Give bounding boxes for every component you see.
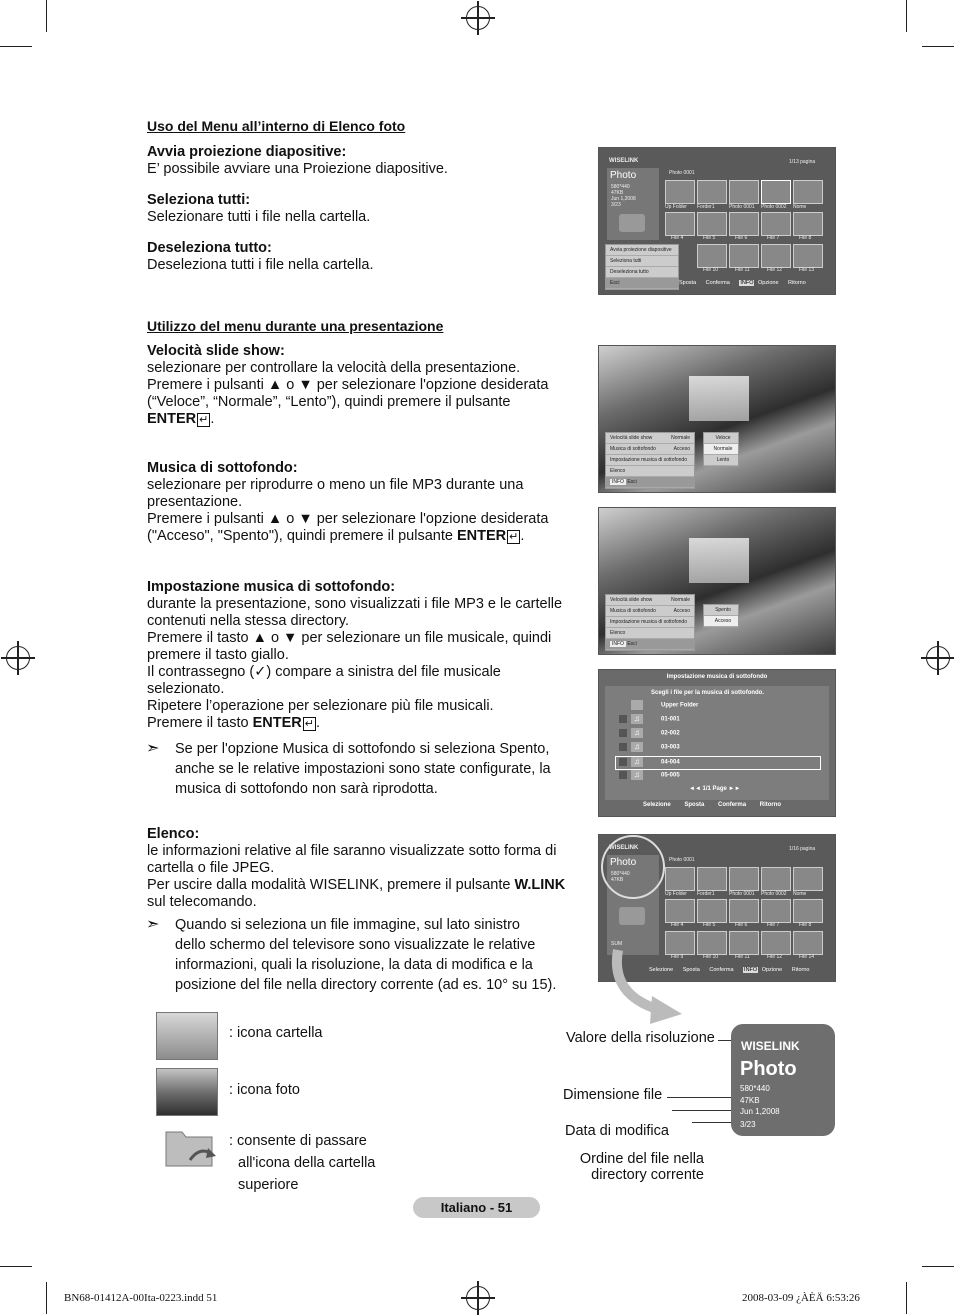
thumb-label: File 11 — [735, 267, 750, 273]
menu-exit-row[interactable] — [606, 639, 694, 650]
list-item-selected[interactable] — [615, 756, 821, 770]
callout-order-label — [576, 1151, 704, 1183]
wiselink-logo: WISELINK — [609, 158, 639, 164]
note-line: Quando si seleziona un file immagine, sul lato sinistro — [175, 917, 520, 933]
camera-icon — [619, 214, 645, 232]
info-panel — [607, 168, 659, 240]
section1-heading: Uso del Menu all’interno di Elenco foto — [147, 118, 406, 134]
screenshot-photo-list-menu — [598, 147, 836, 295]
thumb-label: File 5 — [703, 922, 716, 928]
thumb-folder[interactable] — [665, 867, 695, 891]
screenshot-music-selection — [598, 669, 836, 817]
line: selezionare per riprodurre o meno un file MP3 durante una — [147, 477, 524, 493]
page-label: 1/13 pagina — [789, 159, 816, 165]
thumb-photo[interactable] — [761, 931, 791, 955]
thumb-photo[interactable] — [697, 212, 727, 236]
wiselink-logo: WISELINK — [609, 845, 639, 851]
musica-title: Musica di sottofondo: — [147, 460, 298, 476]
thumb-photo[interactable] — [793, 931, 823, 955]
musica-block — [147, 460, 587, 546]
thumb-folder[interactable] — [697, 180, 727, 204]
thumb-photo[interactable] — [665, 899, 695, 923]
folder-icon-label: : icona cartella — [229, 1025, 323, 1041]
note-line: anche se le relative impostazioni sono state configurate, la — [175, 761, 551, 777]
menu-row-label: Impostazione musica di sottofondo — [610, 619, 687, 625]
dialog-subtitle: Scegli i file per la musica di sottofondo. — [651, 690, 765, 696]
info-pos: 3/23 — [611, 202, 621, 208]
speed-option[interactable]: Lento — [704, 455, 738, 466]
list-item-label: 05-005 — [661, 772, 680, 779]
sum-label: SUM — [611, 941, 623, 947]
thumb-label: File 12 — [767, 954, 783, 960]
thumb-label: File 13 — [799, 267, 815, 273]
music-option[interactable]: Acceso — [704, 616, 738, 627]
item-text: E’ possibile avviare una Proiezione diapositive. — [147, 161, 448, 177]
checkbox[interactable] — [619, 729, 627, 737]
registration-mark-icon — [6, 646, 30, 670]
bar-confirm: Conferma — [709, 967, 734, 973]
speed-option[interactable]: Veloce — [704, 433, 738, 444]
waterfall-stream — [689, 538, 749, 583]
thumb-photo[interactable] — [761, 180, 791, 204]
upper-folder-line: all'icona della cartella — [238, 1155, 376, 1171]
folder-icon — [156, 1012, 218, 1060]
thumb-label: File 10 — [703, 267, 719, 273]
bottom-bar — [643, 802, 781, 808]
music-note-icon: ♫ — [631, 714, 643, 724]
line: Per uscire dalla modalità WISELINK, premere il pulsante — [147, 877, 515, 893]
line: durante la presentazione, sono visualizzati i file MP3 e le cartelle — [147, 596, 563, 612]
list-item-label: 03-003 — [661, 744, 680, 751]
crop-mark — [922, 1266, 954, 1267]
thumb-photo[interactable] — [697, 931, 727, 955]
info-res: 580*440 — [611, 871, 630, 877]
thumb-label: Photo 0001 — [729, 891, 755, 897]
callout-position: 3/23 — [740, 1120, 756, 1129]
upper-folder-line: superiore — [238, 1177, 299, 1193]
line: Premere i pulsanti ▲ o ▼ per selezionare l'opzione desiderata — [147, 511, 549, 527]
section1-text — [147, 144, 587, 274]
options-menu[interactable] — [605, 244, 679, 290]
bar-confirm: Conferma — [718, 802, 747, 808]
line: Premere il tasto — [147, 715, 253, 731]
upper-folder-line: : consente di passare — [229, 1133, 367, 1149]
thumb-label: Photo 0002 — [761, 891, 787, 897]
thumb-folder[interactable] — [697, 867, 727, 891]
callout-order-line: Ordine del file nella — [579, 1151, 704, 1167]
list-item-label: Upper Folder — [661, 702, 699, 709]
registration-mark-icon — [466, 6, 490, 30]
wlink-label: W.LINK — [514, 877, 566, 893]
thumb-label: File 10 — [703, 954, 719, 960]
callout-date: Jun 1,2008 — [740, 1107, 780, 1116]
bar-select: Selezione — [643, 802, 671, 808]
callout-line — [667, 1097, 738, 1098]
info-size: 47KB — [611, 877, 624, 883]
photo-label: Photo — [610, 857, 637, 868]
menu-row[interactable] — [606, 628, 694, 639]
thumb-label: File 12 — [767, 267, 783, 273]
menu-row[interactable] — [606, 444, 694, 455]
list-item[interactable] — [615, 742, 821, 756]
enter-icon: ↵ — [199, 414, 209, 426]
item-text: Deseleziona tutti i file nella cartella. — [147, 257, 374, 273]
line: Premere i pulsanti ▲ o ▼ per selezionare l'opzione desiderata — [147, 377, 549, 393]
menu-row[interactable] — [606, 595, 694, 606]
thumb-label: Nome — [793, 204, 807, 210]
thumb-label: File 4 — [671, 235, 684, 241]
callout-order-line: directory corrente — [591, 1167, 704, 1183]
callout-size-label: Dimensione file — [563, 1087, 663, 1103]
thumb-photo[interactable] — [729, 244, 759, 268]
crop-mark — [0, 46, 32, 47]
thumb-label: File 14 — [799, 954, 815, 960]
exit-label: Esci — [627, 641, 637, 647]
bar-confirm: Conferma — [705, 280, 730, 286]
bar-move: Sposta — [679, 280, 697, 286]
info-date: Jun 1,2008 — [611, 196, 636, 202]
callout-size: 47KB — [740, 1096, 760, 1105]
info-key: INFO — [612, 479, 624, 485]
thumb-label: File 6 — [735, 922, 748, 928]
note-line: posizione del file nella directory corrente (ad es. 10° su 15). — [175, 977, 557, 993]
bar-select: Selezione — [649, 967, 674, 973]
file-list[interactable] — [615, 700, 821, 784]
dialog-title: Impostazione musica di sottofondo — [666, 674, 768, 680]
thumb-label: Up Folder — [665, 891, 687, 897]
footer-date: 2008-03-09 ¿ÀÈÄ 6:53:26 — [742, 1292, 860, 1304]
music-submenu[interactable] — [703, 604, 739, 628]
bar-move: Sposta — [682, 967, 700, 973]
period: . — [315, 715, 320, 731]
thumb-label: File 7 — [767, 922, 780, 928]
list-item[interactable] — [615, 770, 821, 784]
thumb-label: Photo 0001 — [729, 204, 755, 210]
path-label: Photo 0001 — [669, 170, 695, 176]
elenco-block — [147, 826, 587, 911]
menu-item-slideshow[interactable]: Avvia proiezione diapositive — [606, 245, 678, 256]
registration-mark-icon — [466, 1286, 490, 1310]
thumb-label: File 6 — [735, 235, 748, 241]
callout-photo-title: Photo — [740, 1058, 797, 1080]
thumb-photo[interactable] — [761, 212, 791, 236]
crop-mark — [906, 0, 907, 32]
list-item[interactable] — [615, 714, 821, 728]
period: . — [520, 528, 525, 544]
note-arrow-icon: ➣ — [146, 916, 160, 933]
line: le informazioni relative al file saranno visualizzate sotto forma di — [147, 843, 557, 859]
checkbox[interactable] — [619, 715, 627, 723]
enter-icon: ↵ — [509, 531, 519, 543]
page-number-badge — [413, 1197, 540, 1218]
exit-label: Esci — [627, 479, 637, 485]
velocita-title: Velocità slide show: — [147, 343, 285, 359]
menu-row[interactable] — [606, 606, 694, 617]
thumb-photo[interactable] — [793, 899, 823, 923]
menu-row-label: Musica di sottofondo — [610, 446, 656, 452]
pager[interactable]: ◄◄ 1/1 Page ►► — [689, 786, 741, 792]
check-icon: ✓ — [254, 664, 267, 680]
line: selezionato. — [147, 681, 225, 697]
screenshot-background-music — [598, 507, 836, 655]
thumb-label: Nome — [793, 891, 807, 897]
menu-row-label: Velocità slide show — [610, 435, 653, 441]
elenco-title: Elenco: — [147, 826, 200, 842]
bar-return: Ritorno — [791, 967, 810, 973]
bar-option: Opzione — [761, 967, 783, 973]
bar-info: INFO — [740, 280, 754, 286]
line: ("Acceso", "Spento"), quindi premere il pulsante — [147, 528, 457, 544]
crop-mark — [46, 0, 47, 32]
line: cartella o file JPEG. — [147, 860, 275, 876]
thumb-photo[interactable] — [793, 180, 823, 204]
upper-folder-label — [229, 1130, 375, 1196]
line: Premere il tasto ▲ o ▼ per selezionare un file musicale, quindi — [147, 630, 552, 646]
path-label: Photo 0001 — [669, 857, 695, 863]
music-note-icon: ♫ — [631, 770, 643, 780]
thumb-photo[interactable] — [761, 244, 791, 268]
thumb-photo[interactable] — [729, 180, 759, 204]
thumb-label: Photo 0002 — [761, 204, 787, 210]
slideshow-menu[interactable] — [605, 432, 695, 489]
line: Ripetere l’operazione per selezionare più file musicali. — [147, 698, 494, 714]
music-note-icon: ♫ — [631, 742, 643, 752]
menu-row[interactable] — [606, 455, 694, 466]
enter-label: ENTER — [252, 715, 302, 731]
enter-label: ENTER — [456, 528, 507, 544]
thumb-photo[interactable] — [729, 899, 759, 923]
list-item[interactable] — [615, 728, 821, 742]
speed-submenu[interactable] — [703, 432, 739, 467]
callout-panel — [731, 1024, 835, 1136]
photo-icon — [156, 1068, 218, 1116]
thumb-photo[interactable] — [793, 212, 823, 236]
camera-icon — [619, 907, 645, 925]
thumb-photo[interactable] — [793, 244, 823, 268]
callout-line — [672, 1110, 738, 1111]
menu-row-label: Elenco — [610, 468, 626, 474]
thumb-label: File 8 — [799, 235, 812, 241]
list-item[interactable] — [615, 700, 821, 714]
menu-row[interactable] — [606, 433, 694, 444]
photo-icon-label: : icona foto — [229, 1082, 300, 1098]
note-line: dello schermo del televisore sono visualizzate le relative — [175, 937, 536, 953]
menu-row[interactable] — [606, 617, 694, 628]
footer-file: BN68-01412A-00Ita-0223.indd 51 — [64, 1292, 218, 1304]
info-key: INFO — [612, 641, 624, 647]
callout-date-label: Data di modifica — [565, 1123, 669, 1139]
bar-return: Ritorno — [788, 280, 806, 286]
thumb-folder[interactable] — [665, 180, 695, 204]
thumb-label: Up Folder — [665, 204, 687, 210]
note-line: informazioni, quali la risoluzione, la data di modifica e la — [175, 957, 533, 973]
thumb-photo[interactable] — [793, 867, 823, 891]
music-note-icon: ♫ — [631, 728, 643, 738]
note-arrow-icon: ➣ — [146, 740, 160, 757]
note-line: musica di sottofondo non sarà riprodotta. — [175, 781, 438, 797]
menu-row-label: Velocità slide show — [610, 597, 653, 603]
menu-row-value: Normale — [671, 597, 690, 603]
item-title: Avvia proiezione diapositive: — [147, 144, 347, 160]
impostazione-title: Impostazione musica di sottofondo: — [147, 579, 396, 595]
music-option[interactable]: Spento — [704, 605, 738, 616]
menu-item-deselect-all[interactable]: Deseleziona tutto — [606, 267, 678, 278]
thumb-photo[interactable] — [729, 931, 759, 955]
menu-row-value: Normale — [671, 435, 690, 441]
photo-label: Photo — [610, 170, 637, 181]
enter-label: ENTER — [147, 411, 197, 427]
item-title: Seleziona tutti: — [147, 192, 251, 208]
menu-item-select-all[interactable]: Seleziona tutti — [606, 256, 678, 267]
waterfall-stream — [689, 376, 749, 421]
list-item-label: 01-001 — [661, 716, 680, 723]
line: contenuti nella stessa directory. — [147, 613, 350, 629]
callout-resolution-label: Valore della risoluzione — [566, 1030, 715, 1046]
thumb-photo[interactable] — [697, 899, 727, 923]
note-line: Se per l'opzione Musica di sottofondo si seleziona Spento, — [175, 741, 550, 757]
wiselink-logo: WISELINK — [741, 1039, 800, 1053]
line: ) compare a sinistra del file musicale — [266, 664, 501, 680]
thumb-photo[interactable] — [665, 212, 695, 236]
checkbox[interactable] — [619, 758, 627, 766]
thumb-photo[interactable] — [697, 244, 727, 268]
menu-row-label: Elenco — [610, 630, 626, 636]
menu-row[interactable] — [606, 466, 694, 477]
curved-arrow-icon — [600, 940, 700, 1030]
menu-row-label: Musica di sottofondo — [610, 608, 656, 614]
info-res: 580*440 — [611, 184, 630, 190]
bar-move: Sposta — [684, 802, 705, 808]
list-item-label: 04-004 — [661, 759, 680, 766]
menu-row-label: Impostazione musica di sottofondo — [610, 457, 687, 463]
item-text: Selezionare tutti i file nella cartella. — [147, 209, 371, 225]
impostazione-block — [147, 579, 587, 733]
thumb-label: File 5 — [703, 235, 716, 241]
music-note-icon: ♫ — [631, 757, 643, 767]
line: (“Veloce”, “Normale”, “Lento”), quindi premere il pulsante — [147, 394, 511, 410]
item-title: Deseleziona tutto: — [147, 240, 272, 256]
line: premere il tasto giallo. — [147, 647, 289, 663]
page-label: 1/16 pagina — [789, 846, 816, 852]
crop-mark — [922, 46, 954, 47]
thumb-photo[interactable] — [729, 867, 759, 891]
menu-row-value: Acceso — [673, 608, 690, 614]
menu-row-value: Acceso — [673, 446, 690, 452]
bar-info: INFO — [744, 967, 758, 973]
thumb-label: File 7 — [767, 235, 780, 241]
thumb-label: File 9 — [671, 954, 684, 960]
impostazione-note — [175, 739, 595, 799]
thumb-label: File 11 — [735, 954, 750, 960]
menu-item-exit[interactable]: Esci — [606, 278, 678, 289]
line: presentazione. — [147, 494, 243, 510]
thumb-label: Forder1 — [697, 891, 715, 897]
upper-folder-icon — [160, 1124, 220, 1174]
highlight-circle — [601, 835, 665, 899]
thumb-label: Forder1 — [697, 204, 715, 210]
speed-option[interactable]: Normale — [704, 444, 738, 455]
thumb-photo[interactable] — [761, 899, 791, 923]
list-item-label: 02-002 — [661, 730, 680, 737]
dialog-body — [605, 686, 829, 800]
period: . — [210, 411, 215, 427]
bottom-bar — [679, 280, 829, 290]
crop-mark — [46, 1282, 47, 1314]
thumb-label: File 4 — [671, 922, 684, 928]
line: sul telecomando. — [147, 894, 257, 910]
menu-exit-row[interactable] — [606, 477, 694, 488]
slideshow-menu[interactable] — [605, 594, 695, 651]
enter-icon: ↵ — [304, 718, 314, 730]
checkbox[interactable] — [619, 771, 627, 779]
bar-option: Opzione — [758, 280, 779, 286]
screenshot-slideshow-speed — [598, 345, 836, 493]
velocita-block — [147, 343, 587, 429]
crop-mark — [906, 1282, 907, 1314]
page-number: Italiano - 51 — [440, 1200, 513, 1215]
elenco-note — [175, 915, 595, 995]
crop-mark — [0, 1266, 32, 1267]
thumb-photo[interactable] — [729, 212, 759, 236]
line: Il contrassegno ( — [147, 664, 255, 680]
thumb-photo[interactable] — [761, 867, 791, 891]
info-size: 47KB — [611, 190, 624, 196]
folder-icon — [631, 700, 643, 710]
thumb-label: File 8 — [799, 922, 812, 928]
callout-resolution: 580*440 — [740, 1084, 770, 1093]
line: selezionare per controllare la velocità della presentazione. — [147, 360, 521, 376]
bar-return: Ritorno — [759, 802, 782, 808]
registration-mark-icon — [926, 646, 950, 670]
checkbox[interactable] — [619, 743, 627, 751]
section2-heading: Utilizzo del menu durante una presentazione — [147, 318, 444, 334]
